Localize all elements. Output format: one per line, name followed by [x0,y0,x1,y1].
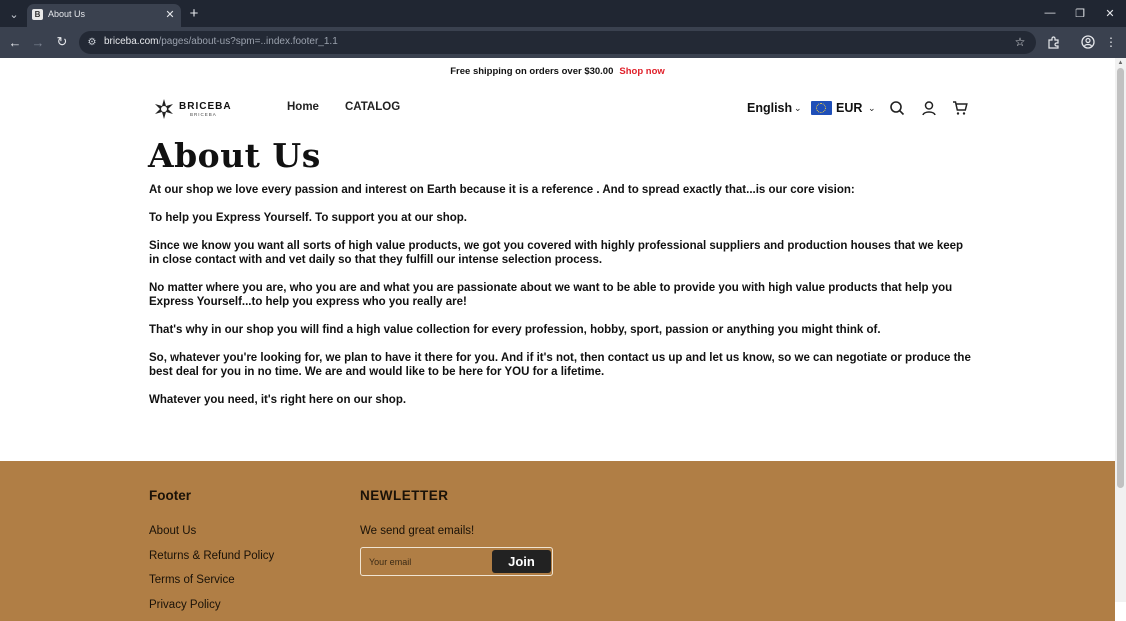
search-icon[interactable] [889,100,905,116]
footer-column-title: Footer [149,488,191,503]
forward-icon[interactable]: → [31,34,45,50]
shop-now-link[interactable]: Shop now [619,66,665,77]
eu-flag-icon [811,101,832,115]
currency-chevron-down-icon[interactable]: ⌄ [868,103,876,113]
cart-icon[interactable] [952,100,968,116]
page-title: About Us [148,136,321,175]
paragraph: Whatever you need, it's right here on our shop. [149,394,407,406]
announcement-bar [0,66,1115,77]
store-logo[interactable] [153,98,232,120]
profile-icon[interactable] [1079,33,1097,51]
account-icon[interactable] [921,100,937,116]
footer-link-about-us[interactable]: About Us [149,525,197,537]
paragraph: Since we know you want all sorts of high value products, we got you covered with highly professional suppliers and production houses that we keep in close contact with and vet daily so that they fulfill our intense selection process. [149,240,964,266]
scrollbar-thumb[interactable] [1117,68,1124,488]
nav-home[interactable]: Home [287,101,319,113]
about-content [149,183,975,421]
url-text[interactable] [104,36,338,47]
tab-search-chevron-icon[interactable]: ⌄ [9,8,19,21]
browser-tab[interactable] [27,4,181,27]
back-icon[interactable]: ← [8,34,22,50]
language-chevron-down-icon[interactable]: ⌄ [794,103,802,113]
extensions-icon[interactable] [1044,33,1062,51]
favicon-icon: B [32,9,43,20]
newsletter-text: We send great emails! [360,525,475,537]
language-selector[interactable]: English [747,101,793,115]
new-tab-icon[interactable]: + [189,4,199,22]
paragraph: No matter where you are, who you are and what you are passionate about we want to be able to provide you with high value products that help you Express Yourself...to help you express who you really are! [149,282,953,308]
email-input[interactable] [369,555,489,569]
logo-text: BRICEBA [179,101,232,112]
close-tab-icon[interactable]: ✕ [165,8,175,21]
browser-toolbar [0,27,1126,58]
minimize-icon[interactable]: — [1044,7,1056,19]
footer-link-refund-policy[interactable]: Returns & Refund Policy [149,550,275,562]
url-path: /pages/about-us?spm=..index.footer_1.1 [158,36,338,47]
page-scrollbar[interactable] [1115,58,1126,602]
paragraph: To help you Express Yourself. To support you at our shop. [149,212,467,224]
address-bar[interactable] [79,31,1036,54]
currency-selector[interactable]: EUR [836,101,863,115]
restore-icon[interactable]: ❐ [1075,7,1085,20]
logo-subtext: BRICEBA [190,112,217,117]
footer-link-terms[interactable]: Terms of Service [149,574,235,586]
newsletter-title: NEWLETTER [360,488,449,503]
reload-icon[interactable]: ↻ [56,34,68,49]
url-host: briceba.com [104,36,159,47]
footer-link-privacy[interactable]: Privacy Policy [149,599,221,611]
join-button[interactable]: Join [492,550,551,573]
close-window-icon[interactable]: ✕ [1105,7,1115,20]
nav-catalog[interactable]: CATALOG [345,101,401,113]
paragraph: That's why in our shop you will find a high value collection for every profession, hobby, sport, passion or anything you might think of. [149,324,881,336]
scroll-up-icon[interactable]: ▲ [1117,60,1124,66]
browser-tab-bar [0,0,1126,27]
paragraph: At our shop we love every passion and interest on Earth because it is a reference . And to spread exactly that...is our core vision: [149,184,855,196]
page-viewport [0,58,1115,611]
newsletter-form [360,547,553,576]
bookmark-star-icon[interactable]: ☆ [1014,35,1026,49]
logo-mark-icon [153,98,175,120]
site-info-icon[interactable]: ⚙ [87,36,97,48]
more-menu-icon[interactable]: ⋮ [1105,35,1117,49]
announcement-text: Free shipping on orders over $30.00 [450,66,614,77]
paragraph: So, whatever you're looking for, we plan to have it there for you. And if it's not, then contact us up and let us know, so we can negotiate or produce the best deal for you in no time. We are and would like to be here for YOU for a lifetime. [149,352,971,378]
site-footer [0,461,1115,621]
tab-title: About Us [48,9,86,19]
